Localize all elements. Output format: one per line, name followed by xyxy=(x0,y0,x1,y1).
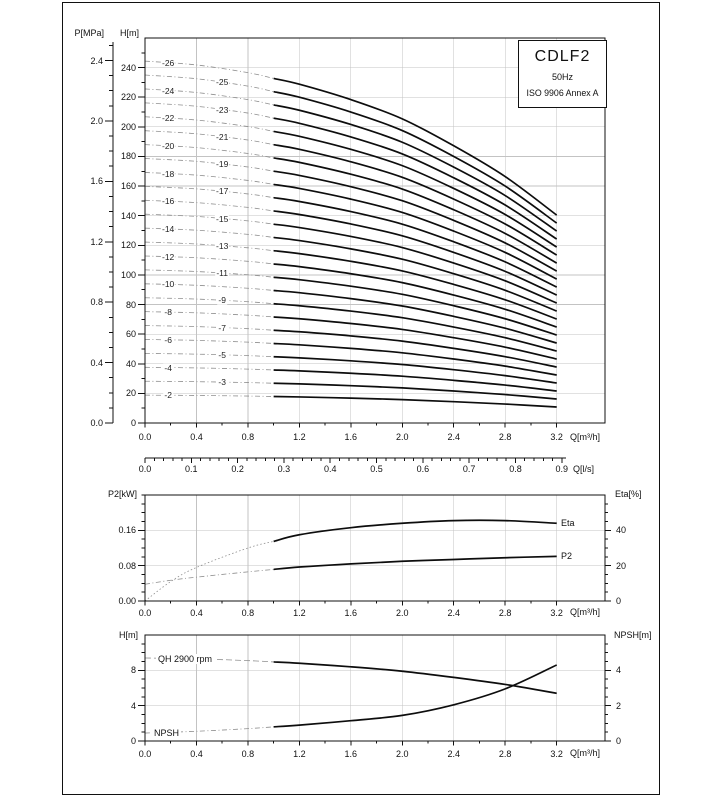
head-axis-label-bottom: H[m] xyxy=(119,630,138,640)
y-tick-label: 240 xyxy=(120,62,136,73)
flow-unit-label-mid: Q[m³/h] xyxy=(570,607,601,617)
y-tick-label: 4 xyxy=(130,700,136,711)
y-tick-label: 0 xyxy=(130,418,136,428)
y-tick-label: 80 xyxy=(125,299,136,310)
efficiency-axis-label: Eta[%] xyxy=(615,489,642,499)
x-tick-label: 0.4 xyxy=(190,607,203,618)
x-tick-label: 1.2 xyxy=(293,748,306,759)
ls-tick-label: 0.3 xyxy=(277,464,291,474)
x-tick-label: 2.8 xyxy=(498,748,512,759)
x-tick-label: 2.0 xyxy=(396,607,409,618)
stage-curve-label: -14 xyxy=(161,223,175,234)
x-tick-label: 1.6 xyxy=(344,432,358,442)
y-tick-label: 200 xyxy=(120,121,136,132)
x-tick-label: 2.0 xyxy=(396,748,409,759)
x-tick-label: 2.0 xyxy=(396,432,409,442)
x-tick-label: 3.2 xyxy=(550,432,563,442)
qh-curve-label: QH 2900 rpm xyxy=(158,654,213,664)
stage-curve-label: -5 xyxy=(218,349,226,360)
ls-tick-label: 0.8 xyxy=(509,464,522,474)
x-tick-label: 2.8 xyxy=(498,432,512,442)
x-tick-label: 0.4 xyxy=(190,432,203,442)
y-tick-label: 0.16 xyxy=(118,525,136,536)
pressure-tick-label: 2.0 xyxy=(90,115,103,126)
y-tick-label: 0.08 xyxy=(118,560,136,571)
ls-tick-label: 0.5 xyxy=(370,464,383,474)
x-tick-label: 2.4 xyxy=(447,748,460,759)
ls-tick-label: 0.7 xyxy=(462,464,476,474)
x-tick-label: 0.4 xyxy=(190,748,203,759)
x-tick-label: 1.2 xyxy=(293,432,306,442)
y-tick-label: 220 xyxy=(120,92,136,103)
stage-curve-label: -16 xyxy=(161,196,175,207)
stage-curve-label: -19 xyxy=(216,158,229,169)
flow-unit-label-main: Q[m³/h] xyxy=(570,432,601,442)
stage-curve-label: -15 xyxy=(216,213,229,224)
x-tick-label: 2.8 xyxy=(498,607,512,618)
stage-curve-label: -13 xyxy=(216,240,229,251)
pressure-tick-label: 0.4 xyxy=(90,357,103,368)
y-tick-label: 2 xyxy=(616,700,622,711)
pressure-tick-label: 2.4 xyxy=(90,55,103,66)
x-tick-label: 3.2 xyxy=(550,607,563,618)
ls-tick-label: 0.2 xyxy=(231,464,244,474)
x-tick-label: 0.0 xyxy=(138,607,152,618)
npsh-axis-label: NPSH[m] xyxy=(614,630,652,640)
stage-curve-label: -20 xyxy=(161,140,175,151)
ls-tick-label: 0.4 xyxy=(323,464,337,474)
x-tick-label: 3.2 xyxy=(550,748,563,759)
stage-curve-label: -10 xyxy=(161,279,175,290)
pump-model: CDLF2 xyxy=(534,48,591,65)
y-tick-label: 0.00 xyxy=(118,596,136,606)
p2-curve-label: P2 xyxy=(561,551,573,561)
y-tick-label: 120 xyxy=(120,240,136,251)
x-tick-label: 0.8 xyxy=(241,607,255,618)
y-tick-label: 20 xyxy=(616,560,627,571)
stage-curve-label: -8 xyxy=(164,306,172,317)
y-tick-label: 8 xyxy=(130,665,136,676)
y-tick-label: 100 xyxy=(120,269,136,280)
title-box xyxy=(518,40,607,108)
pressure-axis-label: P[MPa] xyxy=(74,28,104,38)
y-tick-label: 4 xyxy=(616,665,622,676)
y-tick-label: 0 xyxy=(616,736,622,746)
eta-curve-label: Eta xyxy=(561,518,575,528)
x-tick-label: 1.6 xyxy=(344,607,358,618)
stage-curve-label: -9 xyxy=(218,295,226,306)
y-tick-label: 180 xyxy=(120,151,136,162)
pressure-tick-label: 0.0 xyxy=(90,418,103,428)
head-axis-label: H[m] xyxy=(120,28,139,38)
stage-curve-label: -23 xyxy=(216,104,229,115)
stage-curve-label: -6 xyxy=(164,334,172,345)
stage-curve-label: -7 xyxy=(218,322,226,333)
stage-curve-label: -21 xyxy=(216,131,229,142)
stage-curve-label: -11 xyxy=(216,267,228,278)
stage-curve-label: -25 xyxy=(216,77,229,88)
y-tick-label: 40 xyxy=(616,525,627,536)
flow-unit-label-bottom: Q[m³/h] xyxy=(570,748,601,758)
ls-tick-label: 0.6 xyxy=(416,464,430,474)
y-tick-label: 160 xyxy=(120,181,136,192)
y-tick-label: 0 xyxy=(616,596,622,606)
flow-unit-label-ls: Q[l/s] xyxy=(573,464,595,474)
stage-curve-label: -26 xyxy=(161,57,175,68)
x-tick-label: 0.8 xyxy=(241,432,255,442)
pressure-tick-label: 0.8 xyxy=(90,297,103,308)
power-axis-label: P2[kW] xyxy=(107,489,137,499)
x-tick-label: 0.8 xyxy=(241,748,255,759)
pump-frequency: 50Hz xyxy=(551,72,573,82)
x-tick-label: 0.0 xyxy=(138,432,152,442)
stage-curve-label: -4 xyxy=(164,362,172,373)
ls-tick-label: 0.0 xyxy=(138,464,152,474)
x-tick-label: 1.2 xyxy=(293,607,306,618)
ls-tick-label: 0.1 xyxy=(185,464,198,474)
stage-curve-label: -2 xyxy=(164,390,172,401)
y-tick-label: 0 xyxy=(130,736,136,746)
stage-curve-label: -3 xyxy=(218,376,226,387)
x-tick-label: 2.4 xyxy=(447,432,460,442)
stage-curve-label: -24 xyxy=(161,85,175,96)
y-tick-label: 140 xyxy=(120,210,136,221)
y-tick-label: 20 xyxy=(125,388,136,399)
ls-tick-label: 0.9 xyxy=(555,464,569,474)
x-tick-label: 2.4 xyxy=(447,607,460,618)
stage-curve-label: -17 xyxy=(216,186,229,197)
stage-curve-label: -22 xyxy=(161,112,175,123)
stage-curve-label: -18 xyxy=(161,168,175,179)
pressure-tick-label: 1.6 xyxy=(90,176,103,187)
x-tick-label: 1.6 xyxy=(344,748,358,759)
pressure-tick-label: 1.2 xyxy=(90,236,103,247)
stage-curve-label: -12 xyxy=(161,251,175,262)
npsh-curve-label: NPSH xyxy=(154,728,180,738)
x-tick-label: 0.0 xyxy=(138,748,152,759)
y-tick-label: 40 xyxy=(125,358,136,369)
y-tick-label: 60 xyxy=(125,329,136,340)
test-standard: ISO 9906 Annex A xyxy=(526,88,599,98)
